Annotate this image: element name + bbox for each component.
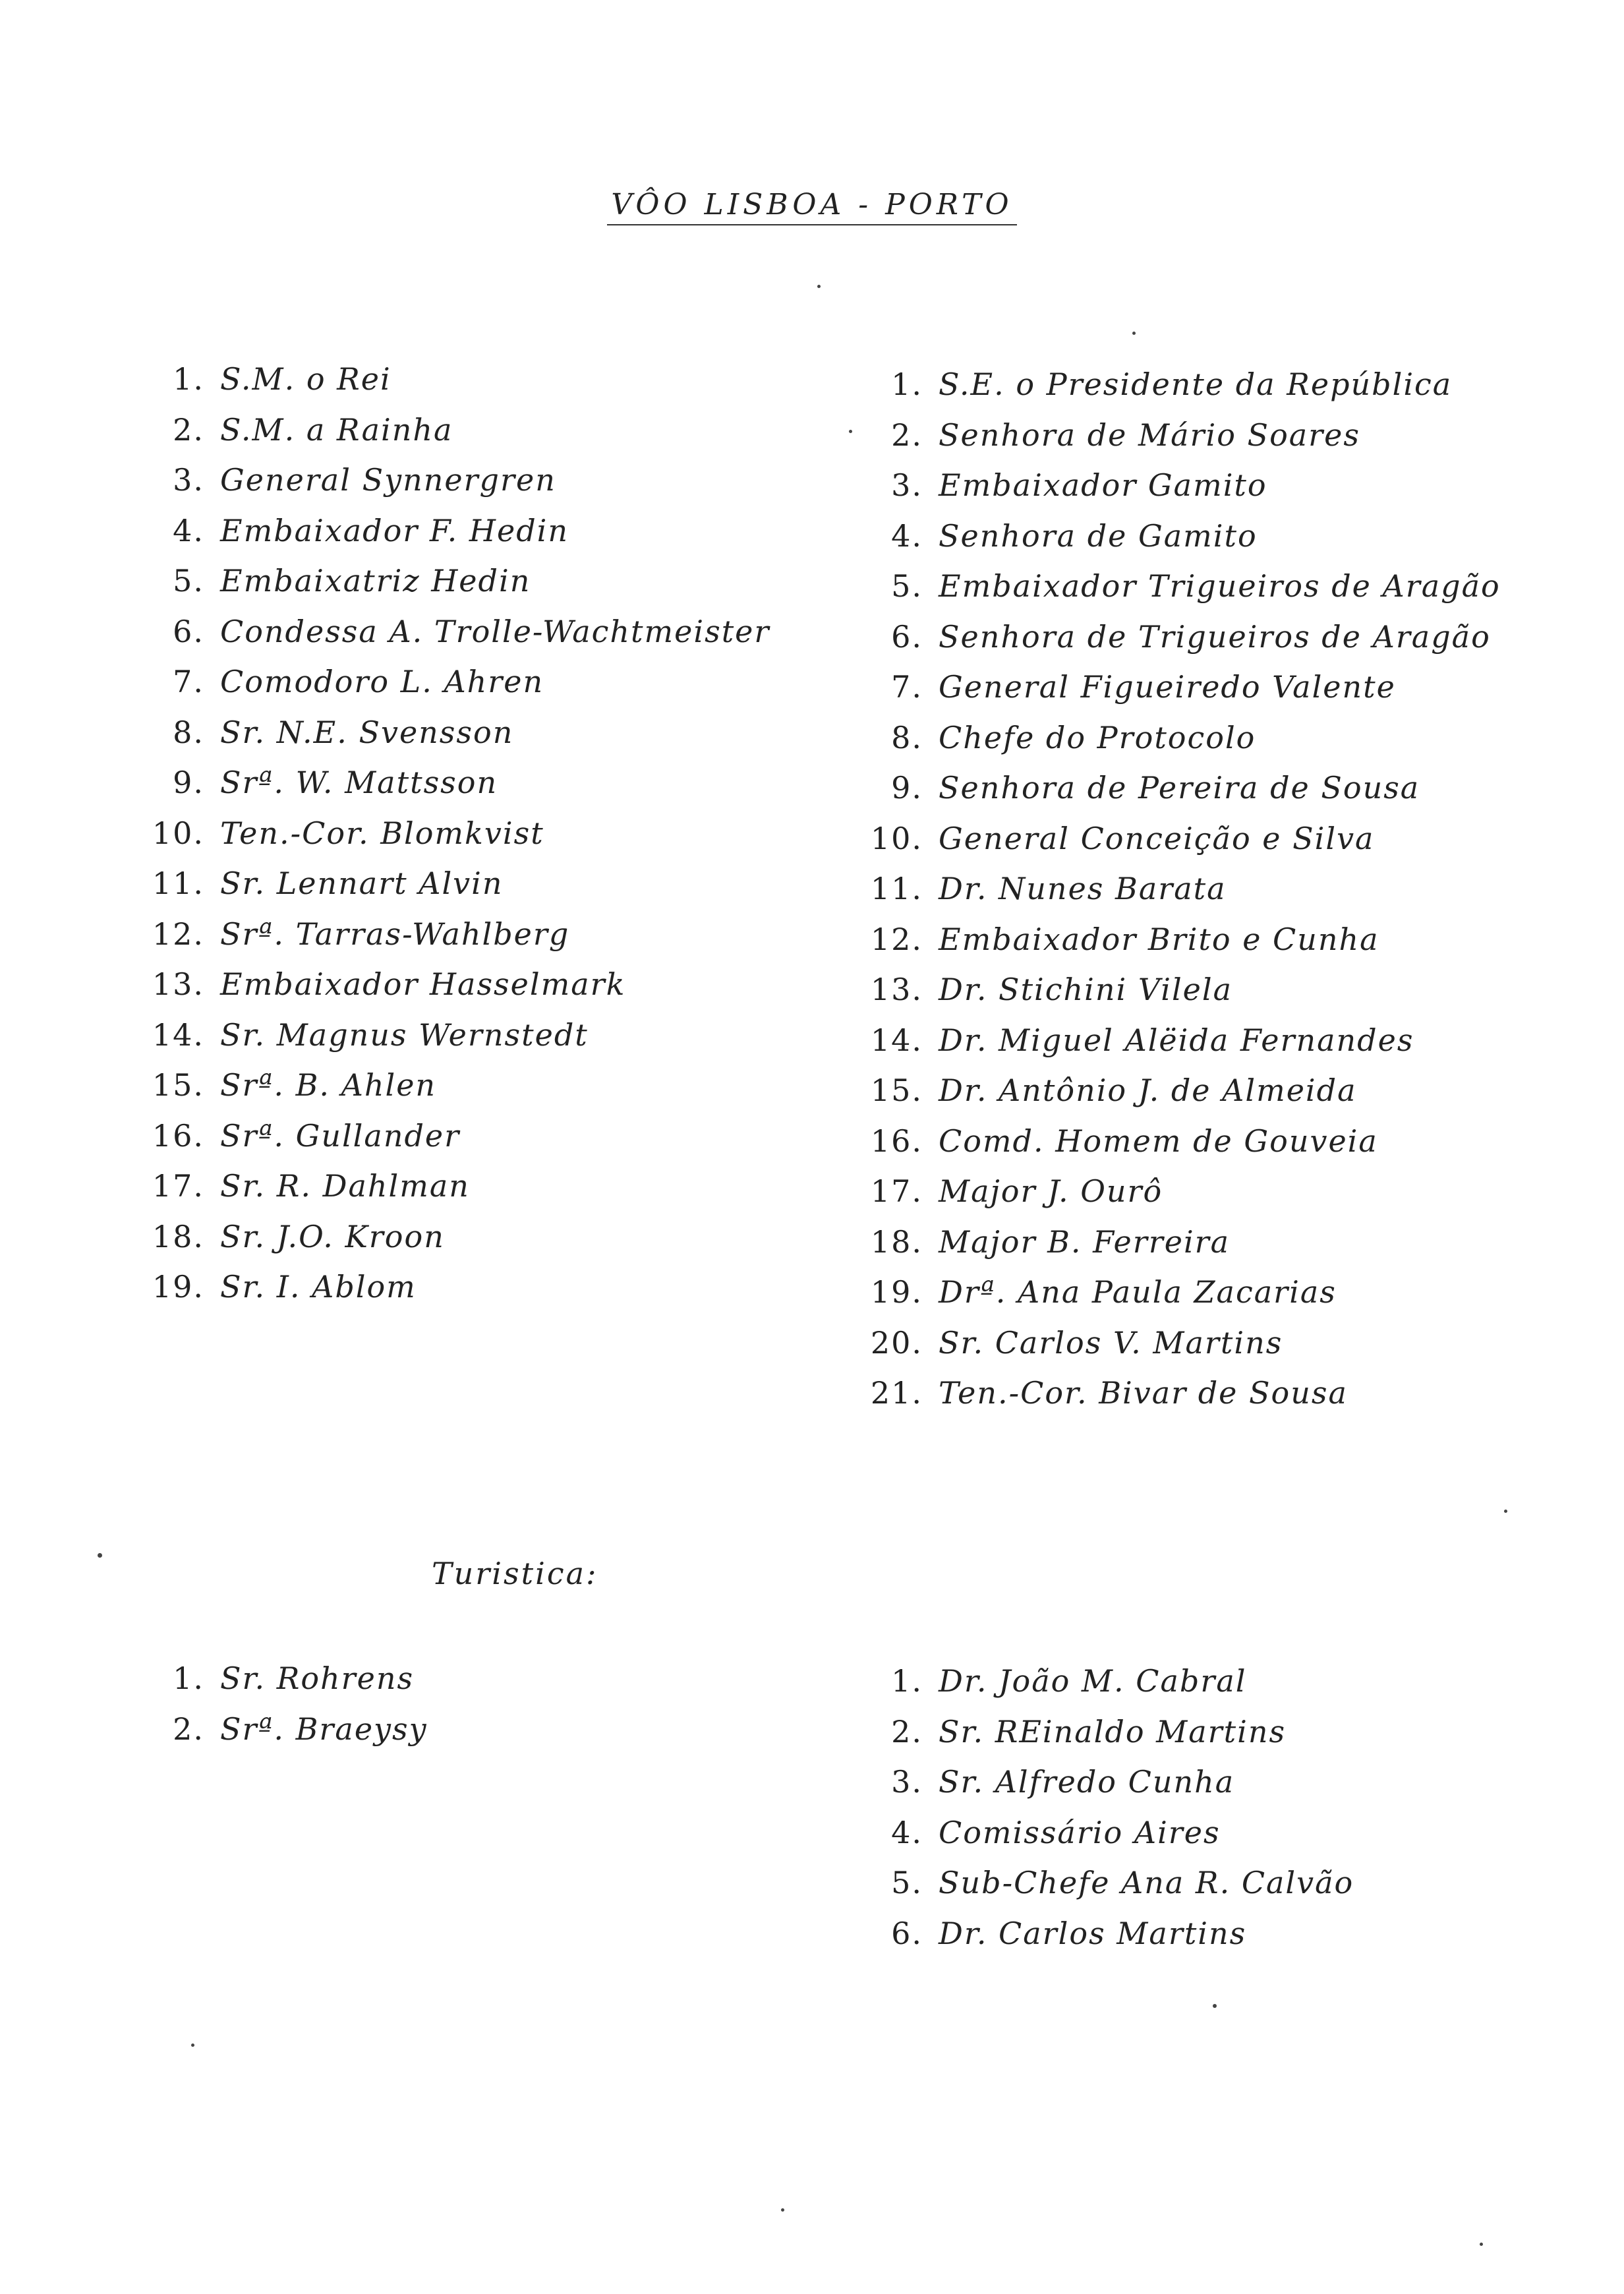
list-item bbox=[857, 864, 1501, 914]
item-name: Dr. Miguel Alëida Fernandes bbox=[939, 1022, 1414, 1058]
list-item bbox=[857, 1656, 1354, 1707]
item-number: 9. bbox=[891, 770, 923, 806]
swedish-delegation-list bbox=[138, 354, 770, 1312]
item-name: Ten.-Cor. Bivar de Sousa bbox=[939, 1375, 1348, 1411]
item-name: Sr. Carlos V. Martins bbox=[939, 1324, 1283, 1361]
item-number: 10. bbox=[152, 815, 204, 851]
list-item bbox=[857, 1166, 1501, 1217]
item-number: 1. bbox=[891, 1663, 923, 1699]
item-number: 3. bbox=[891, 467, 923, 503]
item-number: 8. bbox=[173, 714, 204, 750]
list-item bbox=[857, 713, 1501, 763]
item-number: 8. bbox=[891, 719, 923, 755]
item-number: 1. bbox=[173, 361, 204, 397]
list-item bbox=[857, 359, 1501, 410]
item-name: General Conceição e Silva bbox=[939, 820, 1375, 856]
list-item bbox=[857, 763, 1501, 813]
item-number: 6. bbox=[173, 613, 204, 649]
item-name: Sr. Alfredo Cunha bbox=[939, 1764, 1235, 1800]
item-number: 19. bbox=[152, 1269, 204, 1305]
item-name: Comodoro L. Ahren bbox=[220, 664, 544, 699]
item-number: 3. bbox=[173, 462, 204, 498]
item-number: 18. bbox=[152, 1218, 204, 1254]
item-number: 14. bbox=[152, 1016, 204, 1053]
item-name: S.M. o Rei bbox=[220, 361, 392, 397]
list-item bbox=[857, 460, 1501, 511]
list-item bbox=[857, 1318, 1501, 1368]
list-item bbox=[138, 354, 770, 405]
list-item bbox=[857, 964, 1501, 1015]
scan-speck bbox=[98, 1553, 102, 1558]
item-name: General Synnergren bbox=[220, 462, 556, 498]
item-name: Comd. Homem de Gouveia bbox=[939, 1123, 1378, 1159]
item-name: Dr. Antônio J. de Almeida bbox=[939, 1073, 1357, 1108]
item-name: S.E. o Presidente da República bbox=[939, 367, 1453, 402]
document-title bbox=[0, 188, 1624, 225]
item-name: Sr. REinaldo Martins bbox=[939, 1713, 1287, 1750]
item-name: Sr. R. Dahlman bbox=[220, 1168, 470, 1204]
item-name: Sr. I. Ablom bbox=[220, 1269, 417, 1305]
list-item bbox=[857, 1707, 1354, 1757]
list-item bbox=[138, 1704, 428, 1755]
item-number: 7. bbox=[173, 664, 204, 699]
list-item bbox=[857, 1116, 1501, 1167]
item-number: 11. bbox=[152, 866, 204, 901]
item-number: 19. bbox=[870, 1274, 923, 1310]
item-name: Comissário Aires bbox=[939, 1814, 1221, 1850]
item-number: 2. bbox=[173, 1711, 204, 1747]
list-item bbox=[138, 455, 770, 506]
list-item bbox=[857, 1757, 1354, 1808]
list-item bbox=[138, 1262, 770, 1312]
list-item bbox=[138, 808, 770, 859]
item-name: Embaixador F. Hedin bbox=[220, 512, 569, 548]
item-number: 2. bbox=[891, 417, 923, 453]
item-name: Sr. Rohrens bbox=[220, 1661, 415, 1696]
list-item bbox=[857, 1368, 1501, 1419]
scan-speck bbox=[849, 430, 852, 433]
list-item bbox=[857, 561, 1501, 612]
item-name: Srª. B. Ahlen bbox=[220, 1067, 437, 1103]
scan-speck bbox=[817, 285, 821, 288]
item-name: Srª. Gullander bbox=[220, 1117, 461, 1154]
list-item bbox=[138, 606, 770, 657]
list-item bbox=[857, 511, 1501, 562]
item-name: Dr. João M. Cabral bbox=[939, 1663, 1247, 1699]
item-number: 9. bbox=[173, 765, 204, 800]
item-number: 1. bbox=[891, 367, 923, 402]
item-number: 5. bbox=[891, 568, 923, 604]
item-name: Senhora de Pereira de Sousa bbox=[939, 770, 1420, 806]
item-number: 11. bbox=[870, 871, 923, 906]
list-item bbox=[857, 1217, 1501, 1268]
item-name: Embaixador Gamito bbox=[939, 467, 1267, 503]
item-name: S.M. a Rainha bbox=[220, 411, 453, 448]
item-name: Ten.-Cor. Blomkvist bbox=[220, 815, 544, 851]
item-name: Srª. Braeysy bbox=[220, 1711, 428, 1747]
list-item bbox=[138, 757, 770, 808]
item-name: Embaixador Trigueiros de Aragão bbox=[939, 568, 1501, 604]
item-name: Dr. Carlos Martins bbox=[939, 1915, 1247, 1951]
list-item bbox=[857, 1858, 1354, 1908]
item-number: 5. bbox=[891, 1865, 923, 1900]
list-item bbox=[857, 1065, 1501, 1116]
turistica-right-list bbox=[857, 1656, 1354, 1958]
item-number: 18. bbox=[870, 1223, 923, 1260]
list-item bbox=[138, 1161, 770, 1212]
item-number: 13. bbox=[152, 966, 204, 1002]
item-name: Chefe do Protocolo bbox=[939, 719, 1256, 755]
item-number: 6. bbox=[891, 1915, 923, 1951]
scan-speck bbox=[1132, 332, 1136, 335]
item-name: Embaixador Brito e Cunha bbox=[939, 921, 1379, 957]
list-item bbox=[138, 959, 770, 1010]
list-item bbox=[857, 1808, 1354, 1858]
list-item bbox=[857, 410, 1501, 461]
list-item bbox=[857, 1015, 1501, 1066]
item-number: 1. bbox=[173, 1661, 204, 1696]
list-item bbox=[138, 657, 770, 707]
list-item bbox=[138, 909, 770, 960]
item-number: 7. bbox=[891, 669, 923, 705]
item-number: 2. bbox=[173, 411, 204, 448]
list-item bbox=[138, 1212, 770, 1262]
list-item bbox=[857, 1267, 1501, 1318]
scan-speck bbox=[1213, 2004, 1217, 2008]
turistica-heading: Turistica: bbox=[432, 1556, 598, 1591]
item-number: 14. bbox=[870, 1022, 923, 1058]
item-name: Sub-Chefe Ana R. Calvão bbox=[939, 1865, 1354, 1900]
item-name: Embaixador Hasselmark bbox=[220, 966, 626, 1002]
item-name: Dr. Stichini Vilela bbox=[939, 972, 1233, 1007]
item-name: Dr. Nunes Barata bbox=[939, 871, 1227, 906]
list-item bbox=[138, 1010, 770, 1061]
item-name: Major J. Ourô bbox=[939, 1173, 1163, 1209]
item-number: 4. bbox=[173, 512, 204, 548]
list-item bbox=[138, 1653, 428, 1704]
item-number: 17. bbox=[870, 1173, 923, 1209]
item-name: Embaixatriz Hedin bbox=[220, 563, 531, 599]
item-name: Sr. N.E. Svensson bbox=[220, 714, 514, 750]
item-number: 17. bbox=[152, 1168, 204, 1204]
item-name: Drª. Ana Paula Zacarias bbox=[939, 1274, 1337, 1310]
list-item bbox=[857, 813, 1501, 864]
list-item bbox=[138, 405, 770, 456]
item-name: Srª. W. Mattsson bbox=[220, 765, 498, 800]
list-item bbox=[857, 914, 1501, 965]
item-number: 4. bbox=[891, 1814, 923, 1850]
list-item bbox=[138, 1060, 770, 1111]
item-name: General Figueiredo Valente bbox=[939, 669, 1396, 705]
list-item bbox=[857, 612, 1501, 662]
list-item bbox=[857, 1908, 1354, 1959]
item-name: Sr. Lennart Alvin bbox=[220, 866, 504, 901]
item-number: 6. bbox=[891, 618, 923, 655]
item-number: 15. bbox=[870, 1073, 923, 1108]
scan-speck bbox=[1504, 1510, 1507, 1513]
item-number: 2. bbox=[891, 1713, 923, 1750]
item-number: 3. bbox=[891, 1764, 923, 1800]
title-text: VÔO LISBOA - PORTO bbox=[607, 188, 1016, 225]
list-item bbox=[138, 858, 770, 909]
list-item bbox=[857, 662, 1501, 713]
item-name: Srª. Tarras-Wahlberg bbox=[220, 916, 570, 952]
item-name: Senhora de Mário Soares bbox=[939, 417, 1361, 453]
scan-speck bbox=[781, 2208, 784, 2212]
list-item bbox=[138, 1111, 770, 1162]
scan-speck bbox=[191, 2044, 194, 2047]
item-number: 20. bbox=[870, 1324, 923, 1361]
item-number: 21. bbox=[870, 1375, 923, 1411]
scan-speck bbox=[1480, 2243, 1483, 2246]
item-number: 10. bbox=[870, 820, 923, 856]
item-number: 13. bbox=[870, 972, 923, 1007]
item-name: Senhora de Trigueiros de Aragão bbox=[939, 618, 1491, 655]
item-name: Senhora de Gamito bbox=[939, 517, 1258, 554]
item-number: 16. bbox=[870, 1123, 923, 1159]
turistica-left-list bbox=[138, 1653, 428, 1754]
item-name: Condessa A. Trolle-Wachtmeister bbox=[220, 613, 770, 649]
item-name: Sr. Magnus Wernstedt bbox=[220, 1016, 589, 1053]
item-number: 12. bbox=[870, 921, 923, 957]
item-number: 16. bbox=[152, 1117, 204, 1154]
item-number: 12. bbox=[152, 916, 204, 952]
list-item bbox=[138, 707, 770, 758]
list-item bbox=[138, 506, 770, 556]
item-name: Sr. J.O. Kroon bbox=[220, 1218, 445, 1254]
item-number: 4. bbox=[891, 517, 923, 554]
item-number: 5. bbox=[173, 563, 204, 599]
item-name: Major B. Ferreira bbox=[939, 1223, 1231, 1260]
item-number: 15. bbox=[152, 1067, 204, 1103]
portuguese-delegation-list bbox=[857, 359, 1501, 1419]
list-item bbox=[138, 556, 770, 606]
